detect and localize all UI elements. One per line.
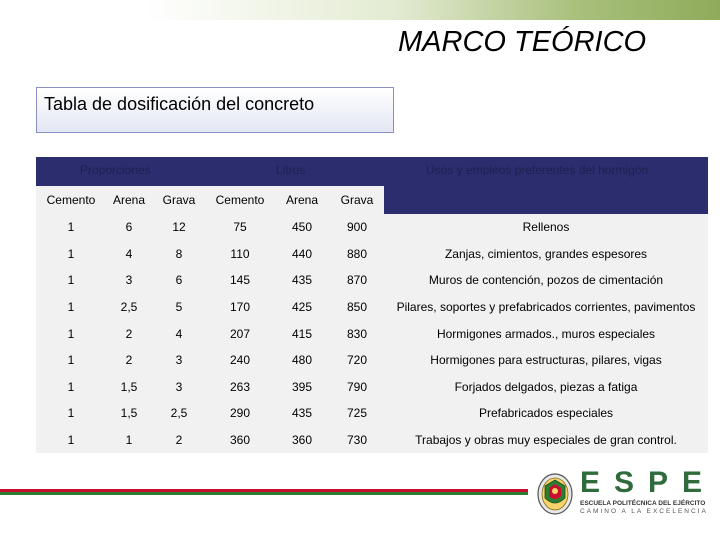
cell-grava-litros: 870 (346, 273, 368, 288)
table-row (36, 374, 708, 401)
dosage-table (36, 157, 708, 453)
cell-arena-litros: 425 (291, 300, 313, 315)
cell-uso: Hormigones armados., muros especiales (436, 326, 656, 341)
cell-arena-prop: 1,5 (120, 406, 138, 421)
table-row (36, 241, 708, 268)
cell-grava-litros: 730 (346, 433, 368, 448)
cell-arena-prop: 4 (125, 246, 133, 261)
cell-uso: Hormigones para estructuras, pilares, vigas (430, 353, 662, 368)
cell-uso: Zanjas, cimientos, grandes espesores (444, 246, 648, 261)
cell-cemento-prop: 1 (67, 433, 75, 448)
cell-cemento-prop: 1 (67, 246, 75, 261)
cell-grava-prop: 6 (175, 273, 183, 288)
cell-arena-litros: 450 (291, 220, 313, 235)
footer-stripe (0, 489, 528, 495)
cell-cemento-litros: 360 (229, 433, 251, 448)
cell-arena-litros: 360 (291, 433, 313, 448)
cell-arena-litros: 435 (291, 406, 313, 421)
cell-grava-prop: 8 (175, 246, 183, 261)
cell-grava-prop: 5 (175, 300, 183, 315)
table-row (36, 320, 708, 347)
cell-uso: Rellenos (522, 220, 570, 235)
header-proporciones: Proporciones (80, 163, 151, 177)
cell-arena-prop: 2 (125, 353, 133, 368)
header-litros: Litros (276, 163, 306, 177)
cell-arena-prop: 1 (125, 433, 133, 448)
table-row (36, 214, 708, 241)
subtitle-text: Tabla de dosificación del concreto (44, 94, 315, 114)
cell-cemento-litros: 263 (229, 379, 251, 394)
espe-motto-line: CAMINO A LA EXCELENCIA (580, 508, 708, 515)
col-header-grava-litros: Grava (340, 193, 374, 207)
cell-uso: Muros de contención, pozos de cimentación (428, 273, 664, 288)
cell-cemento-litros: 110 (230, 246, 250, 261)
table-row (36, 267, 708, 294)
cell-cemento-prop: 1 (67, 379, 75, 394)
cell-grava-prop: 3 (175, 379, 183, 394)
cell-arena-litros: 480 (291, 353, 313, 368)
cell-arena-prop: 3 (125, 273, 133, 288)
cell-cemento-prop: 1 (67, 353, 75, 368)
col-header-cemento-prop: Cemento (46, 193, 96, 207)
cell-cemento-litros: 290 (229, 406, 251, 421)
cell-cemento-litros: 170 (229, 300, 251, 315)
cell-uso: Pilares, soportes y prefabricados corrientes, pavimentos (396, 300, 696, 315)
cell-cemento-litros: 207 (229, 326, 251, 341)
col-header-grava-prop: Grava (162, 193, 196, 207)
table-row (36, 294, 708, 321)
cell-uso: Trabajos y obras muy especiales de gran control. (415, 433, 677, 448)
cell-uso: Prefabricados especiales (478, 406, 614, 421)
cell-grava-litros: 830 (346, 326, 368, 341)
cell-arena-litros: 415 (291, 326, 313, 341)
col-header-cemento-litros: Cemento (215, 193, 265, 207)
cell-arena-litros: 435 (291, 273, 313, 288)
cell-grava-prop: 2,5 (170, 406, 188, 421)
cell-cemento-prop: 1 (67, 220, 75, 235)
cell-grava-prop: 2 (175, 433, 183, 448)
cell-grava-litros: 880 (346, 246, 368, 261)
cell-grava-litros: 720 (346, 353, 368, 368)
table-row (36, 347, 708, 374)
table-row (36, 427, 708, 454)
cell-grava-litros: 725 (346, 406, 368, 421)
espe-name-line: ESCUELA POLITÉCNICA DEL EJÉRCITO (580, 500, 706, 507)
espe-wordmark: ESPE (580, 466, 717, 499)
cell-grava-prop: 12 (172, 220, 186, 235)
slide-title: MARCO TEÓRICO (398, 26, 647, 58)
cell-arena-litros: 395 (291, 379, 313, 394)
header-usos: Usos y empleos preferentes del hormigón (426, 163, 649, 177)
cell-arena-prop: 2 (125, 326, 133, 341)
top-gradient-band (0, 0, 720, 20)
espe-emblem-icon (536, 472, 574, 516)
cell-cemento-litros: 240 (229, 353, 251, 368)
cell-grava-prop: 4 (175, 326, 183, 341)
cell-grava-litros: 790 (346, 379, 368, 394)
cell-cemento-prop: 1 (67, 273, 75, 288)
col-header-arena-litros: Arena (285, 193, 319, 207)
subtitle-box (36, 87, 394, 133)
cell-grava-litros: 850 (346, 300, 368, 315)
usos-header-fill (384, 186, 708, 214)
cell-cemento-litros: 75 (233, 220, 247, 235)
cell-cemento-prop: 1 (67, 300, 75, 315)
table-row (36, 400, 708, 427)
cell-arena-litros: 440 (291, 246, 313, 261)
cell-uso: Forjados delgados, piezas a fatiga (454, 379, 638, 394)
cell-cemento-prop: 1 (67, 326, 75, 341)
cell-arena-prop: 1,5 (120, 379, 138, 394)
cell-cemento-prop: 1 (67, 406, 75, 421)
cell-grava-prop: 3 (175, 353, 183, 368)
cell-arena-prop: 2,5 (120, 300, 138, 315)
col-header-arena-prop: Arena (112, 193, 146, 207)
cell-arena-prop: 6 (125, 220, 133, 235)
cell-cemento-litros: 145 (229, 273, 251, 288)
cell-grava-litros: 900 (346, 220, 368, 235)
